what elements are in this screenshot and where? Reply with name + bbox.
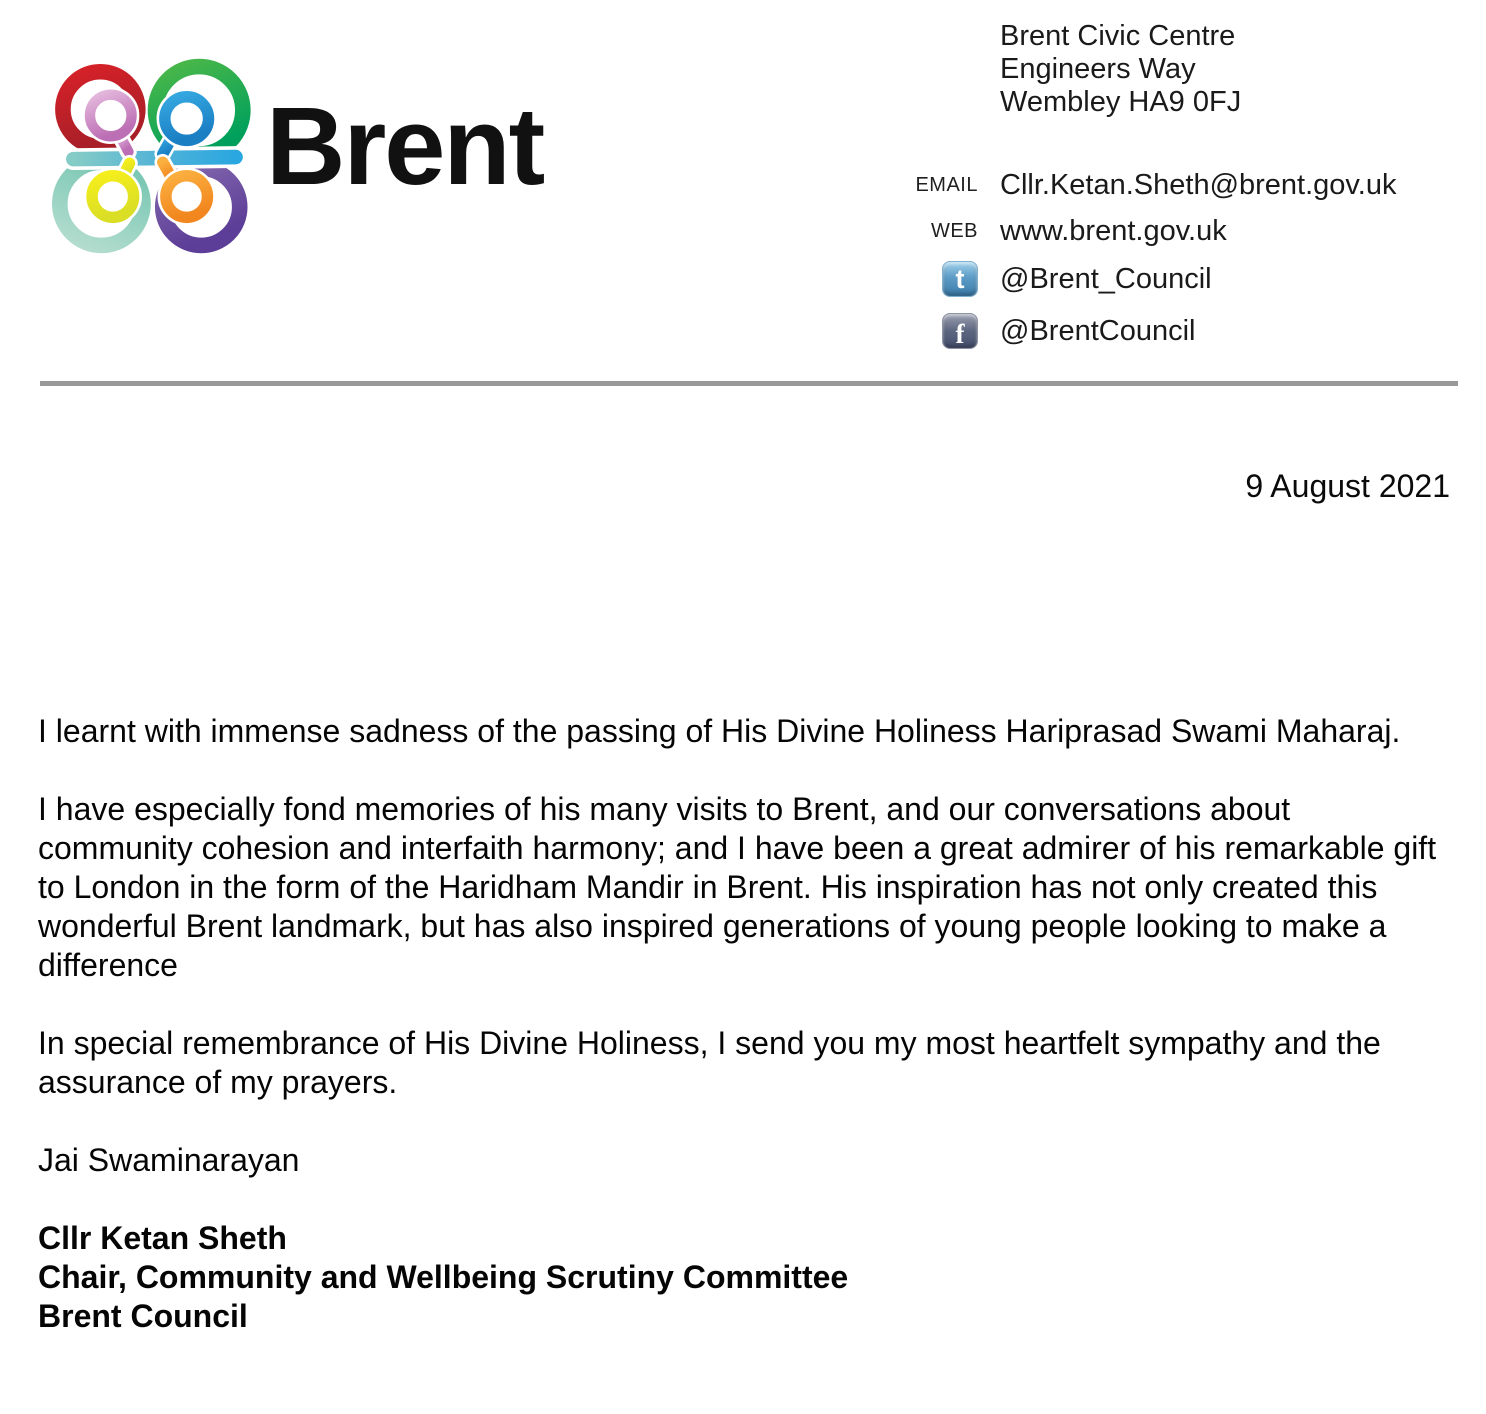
email-label: EMAIL (915, 174, 978, 196)
contact-block (900, 20, 1466, 352)
letter-body (38, 712, 1452, 1336)
twitter-row (900, 258, 1466, 300)
signatory-name: Cllr Ketan Sheth (38, 1220, 287, 1256)
twitter-icon: t (942, 261, 978, 297)
signatory-title: Chair, Community and Wellbeing Scrutiny Committee (38, 1259, 849, 1295)
paragraph: I have especially fond memories of his many visits to Brent, and our conversations about community cohesion and interfaith harmony; and I have been a great admirer of his remarkable gift to London in the form of the Haridham Mandir in Brent. His inspiration has not only created this wonderful Brent landmark, but has also inspired generations of young people looking to make a difference (38, 791, 1437, 983)
letter-date: 9 August 2021 (1245, 468, 1450, 504)
twitter-handle-link[interactable]: @Brent_Council (1000, 262, 1212, 295)
signature-block (38, 1219, 1452, 1336)
address-line: Wembley HA9 0FJ (1000, 86, 1242, 118)
address-line: Brent Civic Centre (1000, 20, 1236, 52)
letterhead-divider (40, 381, 1458, 386)
brand-wordmark: Brent (266, 85, 544, 208)
brent-council-logo (50, 52, 262, 260)
address-line: Engineers Way (1000, 53, 1196, 85)
closing-salutation: Jai Swaminarayan (38, 1142, 300, 1178)
facebook-handle-link[interactable]: @BrentCouncil (1000, 314, 1196, 347)
web-label: WEB (930, 220, 978, 242)
web-row (900, 215, 1466, 248)
address-block (1000, 20, 1466, 119)
web-link[interactable]: www.brent.gov.uk (1000, 215, 1227, 247)
signatory-organisation: Brent Council (38, 1298, 248, 1334)
email-row (900, 169, 1466, 202)
facebook-row (900, 310, 1466, 352)
paragraph: In special remembrance of His Divine Holiness, I send you my most heartfelt sympathy and the assurance of my prayers. (38, 1025, 1381, 1100)
email-link[interactable]: Cllr.Ketan.Sheth@brent.gov.uk (1000, 169, 1397, 201)
facebook-icon: f (942, 313, 978, 349)
paragraph: I learnt with immense sadness of the passing of His Divine Holiness Hariprasad Swami Maharaj. (38, 713, 1401, 749)
